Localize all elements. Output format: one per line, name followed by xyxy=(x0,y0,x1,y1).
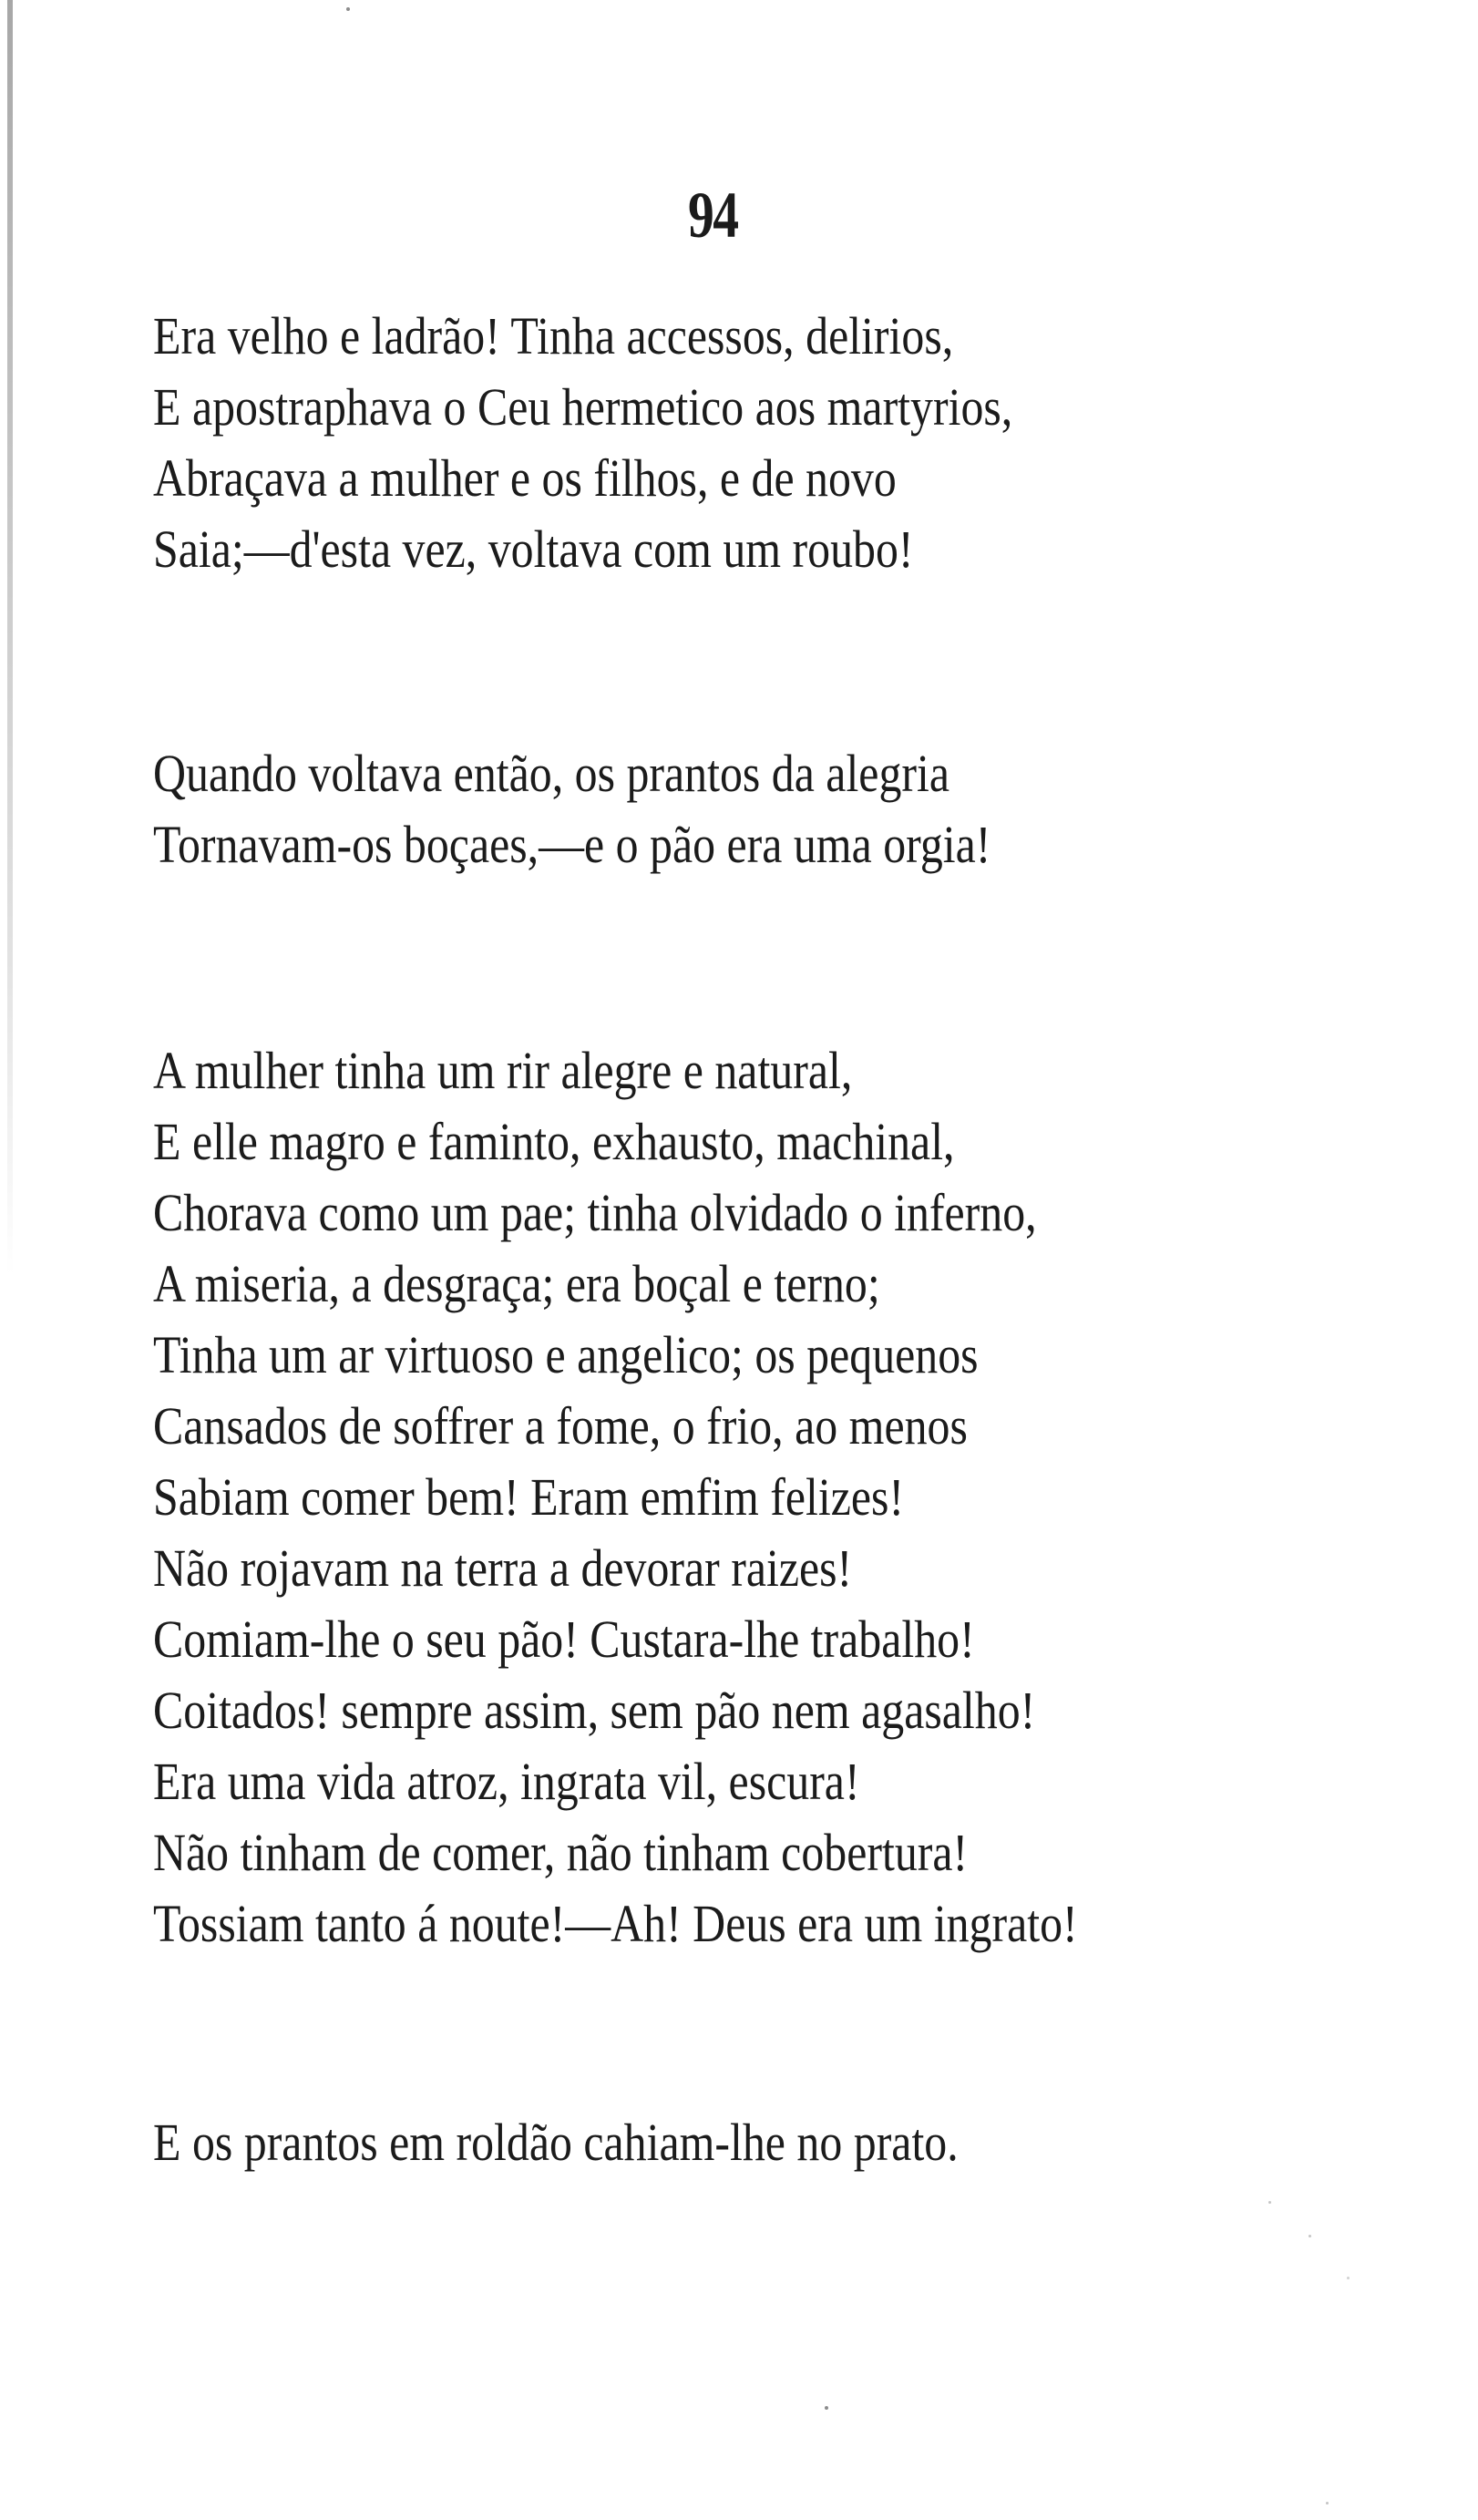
stanza-3 xyxy=(153,1035,1429,1959)
poem-line: E os prantos em roldão cahiam-lhe no prato. xyxy=(153,2113,959,2172)
poem-line: Era uma vida atroz, ingrata vil, escura! xyxy=(153,1752,860,1811)
paper-speck xyxy=(346,7,350,11)
stanza-gap xyxy=(153,880,1429,1035)
poem-line: Não rojavam na terra a devorar raizes! xyxy=(153,1538,853,1598)
poem-line: E elle magro e faminto, exhausto, machinal, xyxy=(153,1112,955,1171)
paper-speck xyxy=(825,2406,828,2410)
poem-line: Abraçava a mulher e os filhos, e de novo xyxy=(153,448,897,508)
page-number: 94 xyxy=(688,179,738,252)
poem-text xyxy=(153,301,1429,2178)
poem-line: A mulher tinha um rir alegre e natural, xyxy=(153,1041,853,1100)
poem-line: Era velho e ladrão! Tinha accessos, delirios, xyxy=(153,306,954,365)
poem-line: Quando voltava então, os prantos da alegria xyxy=(153,744,950,803)
poem-line: Coitados! sempre assim, sem pão nem agasalho! xyxy=(153,1681,1036,1740)
stanza-2 xyxy=(153,738,1429,880)
poem-line: Não tinham de comer, não tinham cobertura! xyxy=(153,1823,969,1882)
poem-line: Sabiam comer bem! Eram emfim felizes! xyxy=(153,1467,905,1527)
page-spine-shadow xyxy=(7,0,13,1276)
poem-line: Chorava como um pae; tinha olvidado o inferno, xyxy=(153,1183,1037,1242)
poem-line: Tinha um ar virtuoso e angelico; os pequenos xyxy=(153,1325,979,1384)
paper-speck xyxy=(1347,2277,1350,2279)
poem-line: Saia;—d'esta vez, voltava com um roubo! xyxy=(153,519,914,579)
stanza-1 xyxy=(153,301,1429,585)
poem-line: Tossiam tanto á noute!—Ah! Deus era um ingrato! xyxy=(153,1894,1078,1953)
poem-line: A miseria, a desgraça; era boçal e terno; xyxy=(153,1254,880,1313)
paper-speck xyxy=(1326,2502,1329,2505)
stanza-gap xyxy=(153,1959,1429,2107)
stanza-gap xyxy=(153,585,1429,738)
poem-line: Tornavam-os boçaes,—e o pão era uma orgia! xyxy=(153,815,991,874)
poem-line: Cansados de soffrer a fome, o frio, ao menos xyxy=(153,1396,968,1455)
stanza-4 xyxy=(153,2107,1429,2178)
poem-line: Comiam-lhe o seu pão! Custara-lhe trabalho! xyxy=(153,1610,975,1669)
paper-speck xyxy=(1309,2235,1311,2237)
poem-line: E apostraphava o Ceu hermetico aos martyrios, xyxy=(153,377,1013,437)
paper-speck xyxy=(1268,2201,1271,2204)
